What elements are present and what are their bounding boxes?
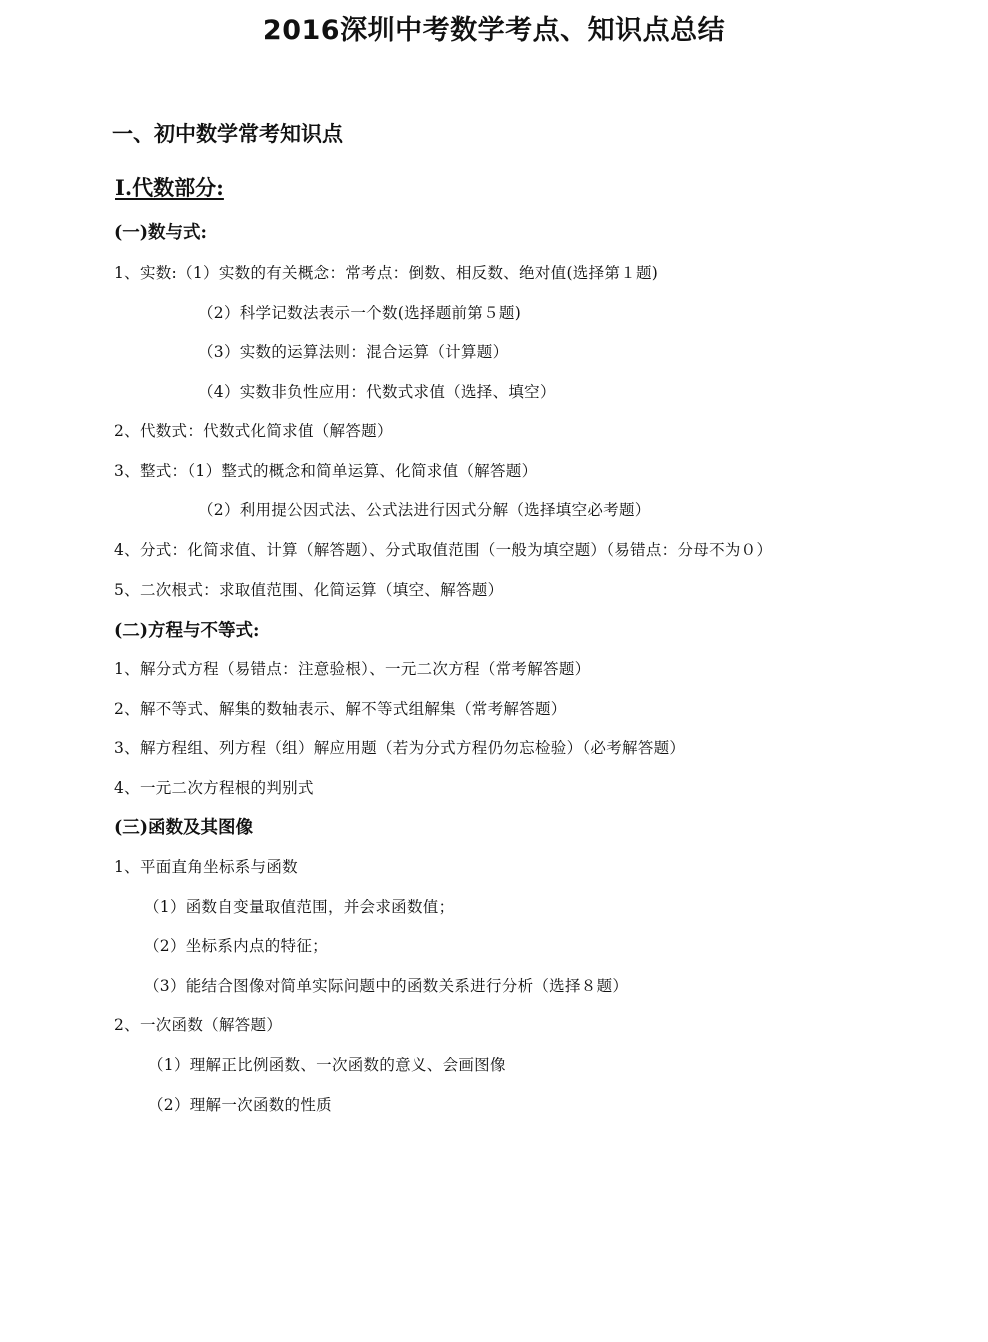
list-item: （3）能结合图像对简单实际问题中的函数关系进行分析（选择８题） (144, 977, 629, 995)
subsection-heading-numbers: (一)数与式: (114, 223, 208, 243)
list-item: 4、分式：化简求值、计算（解答题）、分式取值范围（一般为填空题）（易错点：分母不为０） (114, 541, 773, 559)
list-item: 2、一次函数（解答题） (114, 1016, 283, 1034)
subsection-heading-equations: (二)方程与不等式: (114, 621, 260, 641)
list-item: （2）坐标系内点的特征； (144, 937, 328, 955)
list-item: （4）实数非负性应用：代数式求值（选择、填空） (198, 383, 556, 401)
list-item: 3、解方程组、列方程（组）解应用题（若为分式方程仍勿忘检验）（必考解答题） (114, 739, 686, 757)
document-title: 2016深圳中考数学考点、知识点总结 (262, 15, 726, 46)
list-item: （2）利用提公因式法、公式法进行因式分解（选择填空必考题） (198, 501, 651, 519)
list-item: （1）理解正比例函数、一次函数的意义、会画图像 (148, 1056, 506, 1074)
list-item: （2）科学记数法表示一个数(选择题前第５题) (198, 304, 522, 322)
list-item: （3）实数的运算法则：混合运算（计算题） (198, 343, 509, 361)
list-item: 3、整式：（1）整式的概念和简单运算、化简求值（解答题） (114, 462, 538, 480)
list-item: 1、解分式方程（易错点：注意验根）、一元二次方程（常考解答题） (114, 660, 591, 678)
list-item: 1、实数:（1）实数的有关概念：常考点：倒数、相反数、绝对值(选择第１题) (114, 264, 659, 282)
list-item: 2、解不等式、解集的数轴表示、解不等式组解集（常考解答题） (114, 700, 567, 718)
subsection-heading-functions: (三)函数及其图像 (114, 818, 254, 838)
section-heading: 一、初中数学常考知识点 (112, 121, 343, 146)
list-item: 2、代数式：代数式化简求值（解答题） (114, 422, 393, 440)
list-item: 1、平面直角坐标系与函数 (114, 858, 298, 876)
list-item: 5、二次根式：求取值范围、化简运算（填空、解答题） (114, 581, 504, 599)
part-heading: Ⅰ.代数部分: (115, 175, 224, 200)
list-item: （2）理解一次函数的性质 (148, 1096, 332, 1114)
list-item: （1）函数自变量取值范围，并会求函数值； (144, 898, 455, 916)
list-item: 4、一元二次方程根的判别式 (114, 779, 314, 797)
